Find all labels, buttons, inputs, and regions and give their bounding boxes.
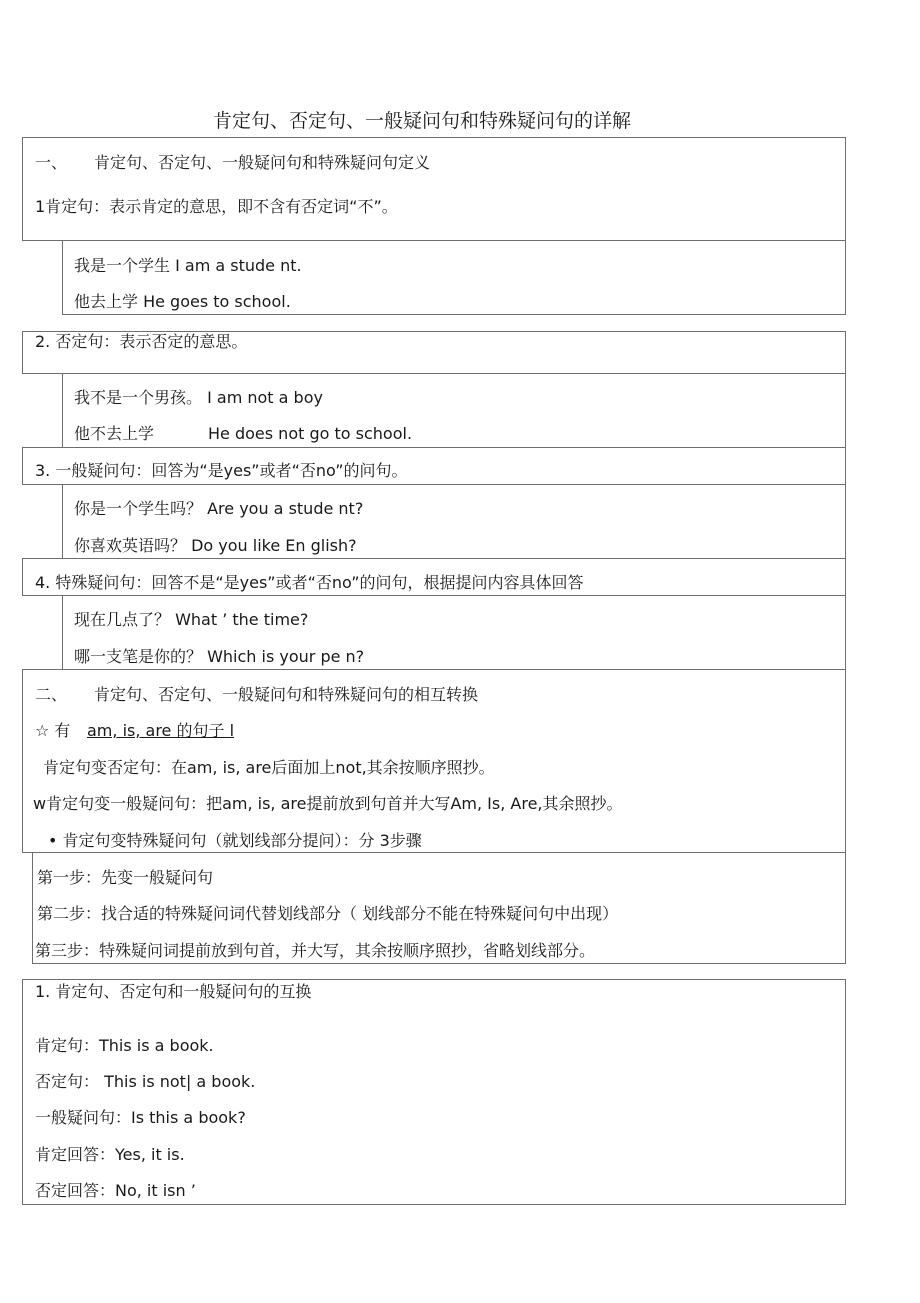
example-line-1: 我是一个学生 I am a stude nt. xyxy=(74,256,302,275)
example-line-5: 你是一个学生吗？ Are you a stude nt? xyxy=(74,499,364,518)
step-2: 第二步：找合适的特殊疑问词代替划线部分（ 划线部分不能在特殊疑问句中出现） xyxy=(37,904,619,923)
step-1: 第一步：先变一般疑问句 xyxy=(37,868,214,887)
section-2-heading: 肯定句、否定句、一般疑问句和特殊疑问句的相互转换 xyxy=(94,685,479,704)
negative-example: 否定句： This is not| a book. xyxy=(35,1072,256,1091)
example-line-6: 你喜欢英语吗？ Do you like En glish? xyxy=(74,536,357,555)
star-note: ☆ 有 xyxy=(35,721,71,740)
rule-special-question: • 肯定句变特殊疑问句（就划线部分提问）：分 3步骤 xyxy=(48,831,422,850)
example-box-2 xyxy=(62,373,846,448)
example-line-4-chinese: 他不去上学 xyxy=(74,424,155,443)
section-2-number: 二、 xyxy=(35,685,68,704)
rule-general-question: w肯定句变一般疑问句：把am, is, are提前放到句首并大写Am, Is, Are,其余照抄。 xyxy=(33,794,623,813)
section-1-heading: 肯定句、否定句、一般疑问句和特殊疑问句定义 xyxy=(94,153,431,172)
example-line-7: 现在几点了？ What ’ the time? xyxy=(74,610,309,629)
general-question-definition: 3. 一般疑问句：回答为“是yes”或者“否no”的问句。 xyxy=(35,461,408,480)
step-3: 第三步：特殊疑问词提前放到句首，并大写，其余按顺序照抄，省略划线部分。 xyxy=(35,941,596,960)
section-1-number: 一、 xyxy=(35,153,68,172)
affirmative-answer-example: 肯定回答：Yes, it is. xyxy=(35,1145,185,1164)
example-conversion-box xyxy=(22,979,846,1205)
section-3-heading: 1. 肯定句、否定句和一般疑问句的互换 xyxy=(35,982,312,1001)
example-line-3: 我不是一个男孩。 I am not a boy xyxy=(74,388,323,407)
negative-definition: 2. 否定句：表示否定的意思。 xyxy=(35,332,248,351)
star-note-underlined: am, is, are 的句子 l xyxy=(87,721,235,740)
document-title: 肯定句、否定句、一般疑问句和特殊疑问句的详解 xyxy=(213,110,632,132)
affirmative-definition: 1肯定句：表示肯定的意思，即不含有否定词“不”。 xyxy=(35,197,398,216)
special-question-definition: 4. 特殊疑问句：回答不是“是yes”或者“否no”的问句，根据提问内容具体回答 xyxy=(35,573,584,592)
general-question-example: 一般疑问句：Is this a book? xyxy=(35,1108,246,1127)
example-line-4-english: He does not go to school. xyxy=(208,424,413,443)
example-line-8: 哪一支笔是你的？ Which is your pe n? xyxy=(74,647,365,666)
negative-answer-example: 否定回答：No, it isn ’ xyxy=(35,1181,196,1200)
affirmative-example: 肯定句：This is a book. xyxy=(35,1036,214,1055)
rule-negative: 肯定句变否定句：在am, is, are后面加上not,其余按顺序照抄。 xyxy=(43,758,495,777)
example-line-2: 他去上学 He goes to school. xyxy=(74,292,291,311)
